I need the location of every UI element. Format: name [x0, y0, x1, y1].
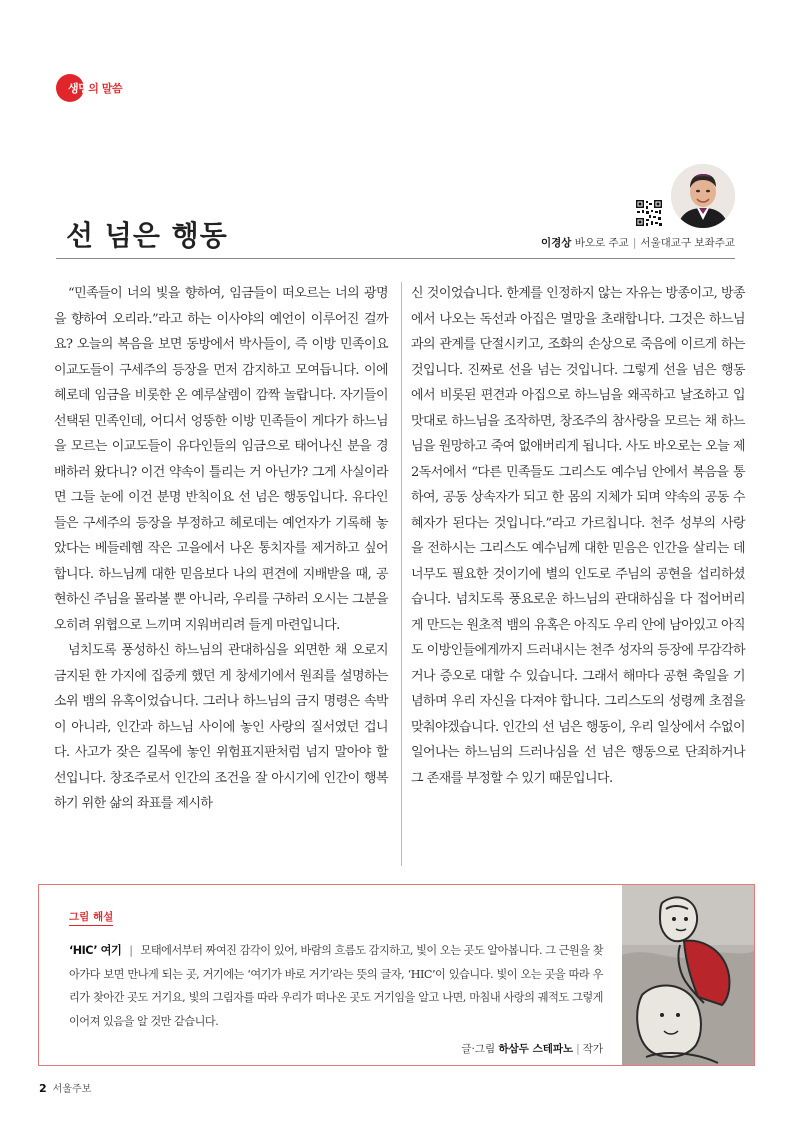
- caption-text: [69, 905, 604, 1055]
- caption-body: ‘HIC’ 여기 | 모태에서부터 짜여진 감각이 있어, 바람의 흐름도 감지하고, 빛이 오는 곳도 알아봅니다. 그 근원을 찾아가다 보면 만나게 되는 곳, 거기에는 ‘여기가 바로 거기’라는 뜻의 글자, ‘HIC’이 있습니다. 빛이 오는 곳을 따라 우리가 찾아간 곳도 거기요, 빛의 그림자를 따라 우리가 떠나온 곳도 거기임을 알고 나면, 마침내 사랑의 궤적도 그렇게 이어져 있음을 알 것만 같습니다.: [69, 944, 604, 1028]
- caption-heading: 그림 해설: [69, 909, 113, 926]
- paragraph: “민족들이 너의 빛을 향하여, 임금들이 떠오르는 너의 광명을 향하여 오리라.”라고 하는 이사야의 예언이 이루어진 걸까요? 오늘의 복음을 보면 동방에서 박사들이, 즉 이방 민족이요 이교도들이 구세주의 등장을 먼저 감지하고 모여듭니다. 이에 헤로데 임금을 비롯한 온 예루살렘이 깜짝 놀랍니다. 자기들이 선택된 민족인데, 어디서 엉뚱한 이방 민족들이 게다가 하느님을 모르는 이교도들이 유다인들의 임금으로 태어나신 분을 경배하러 왔다니? 이건 약속이 틀리는 거 아닌가? 그게 사실이라면 그들 눈에 이건 분명 반칙이요 선 넘은 행동입니다. 유다인들은 구세주의 등장을 부정하고 헤로데는 예언자가 기록해 놓았다는 베들레헴 작은 고을에서 나온 통치자를 제거하고 싶어 합니다. 하느님께 대한 믿음보다 나의 편견에 지배받을 때, 공현하신 주님을 몰라볼 뿐 아니라, 우리를 구하러 오시는 그분을 오히려 위협으로 느끼며 지워버리려 들게 마련입니다.: [54, 286, 388, 633]
- publication-name: 서울주보: [52, 1084, 92, 1095]
- artwork-image: [622, 885, 754, 1065]
- caption-description: 모태에서부터 짜여진 감각이 있어, 바람의 흐름도 감지하고, 빛이 오는 곳도 알아봅니다. 그 근원을 찾아가다 보면 만나게 되는 곳, 거기에는 ‘여기가 바로 거기’라는 뜻의 글자, ‘HIC’이 있습니다. 빛이 오는 곳을 따라 우리가 찾아간 곳도 거기요, 빛의 그림자를 따라 우리가 떠나온 곳도 거기임을 알고 나면, 마침내 사랑의 궤적도 그렇게 이어져 있음을 알 것만 같습니다.: [69, 944, 604, 1028]
- author-byline: 이경상 바오로 주교 | 서울대교구 보좌주교: [541, 237, 735, 249]
- author-photo: [671, 164, 735, 228]
- caption-credit: 글·그림 하삼두 스테파노 | 작가: [461, 1043, 603, 1055]
- column-divider: [401, 282, 402, 866]
- header-rule: [56, 258, 735, 259]
- page-footer: [39, 1080, 91, 1095]
- body-column-left: [54, 281, 388, 817]
- paragraph: 신 것이었습니다. 한계를 인정하지 않는 자유는 방종이고, 방종에서 나오는 독선과 아집은 멸망을 초래합니다. 그것은 하느님과의 관계를 단절시키고, 조화의 손상으로 죽음에 이르게 하는 것입니다. 진짜로 선을 넘는 것입니다. 그렇게 선을 넘은 행동에서 비롯된 편견과 아집으로 하느님을 왜곡하고 날조하고 입맛대로 하느님을 조작하면, 창조주의 참사랑을 모르는 채 하느님을 원망하고 죽여 없애버리게 됩니다. 사도 바오로는 오늘 제2독서에서 “다른 민족들도 그리스도 예수님 안에서 복음을 통하여, 공동 상속자가 되고 한 몸의 지체가 되며 약속의 공동 수혜자가 된다는 것입니다.”라고 가르칩니다. 천주 성부의 사랑을 전하시는 그리스도 예수님께 대한 믿음은 인간을 살리는 데 너무도 필요한 것이기에 별의 인도로 주님의 공현을 섭리하셨습니다. 넘치도록 풍요로운 하느님의 관대하심을 다 접어버리게 만드는 원초적 뱀의 유혹은 아직도 우리 안에 남아있고 아직도 이방인들에게까지 드러내시는 천주 성자의 등장에 무감각하거나 증오로 대할 수 있습니다. 그래서 해마다 공현 축일을 기념하며 우리 자신을 다져야 합니다. 그리스도의 성령께 초점을 맞춰야겠습니다. 인간의 선 넘은 행동이, 우리 일상에서 수없이 일어나는 하느님의 드러나심을 선 넘은 행동으로 단죄하거나 그 존재를 부정할 수 있기 때문입니다.: [411, 286, 745, 786]
- page-number: 2: [39, 1082, 47, 1095]
- article-title: 선 넘은 행동: [66, 219, 228, 252]
- artwork-caption-box: [38, 884, 755, 1066]
- body-column-right: [411, 281, 745, 791]
- paragraph: 넘치도록 풍성하신 하느님의 관대하심을 외면한 채 오로지 금지된 한 가지에 집중케 했던 게 창세기에서 원죄를 설명하는 소위 뱀의 유혹이었습니다. 그러나 하느님의 금지 명령은 속박이 아니라, 인간과 하느님 사이에 놓인 사랑의 질서였던 겁니다. 사고가 잦은 길목에 놓인 위험표지판처럼 넘지 말아야 할 선입니다. 창조주로서 인간의 조건을 잘 아시기에 인간이 행복하기 위한 삶의 좌표를 제시하: [54, 643, 388, 811]
- artwork-title: ‘HIC’ 여기: [69, 944, 122, 957]
- qr-code-icon[interactable]: [635, 199, 663, 227]
- section-label: 생명의 말씀: [68, 82, 122, 95]
